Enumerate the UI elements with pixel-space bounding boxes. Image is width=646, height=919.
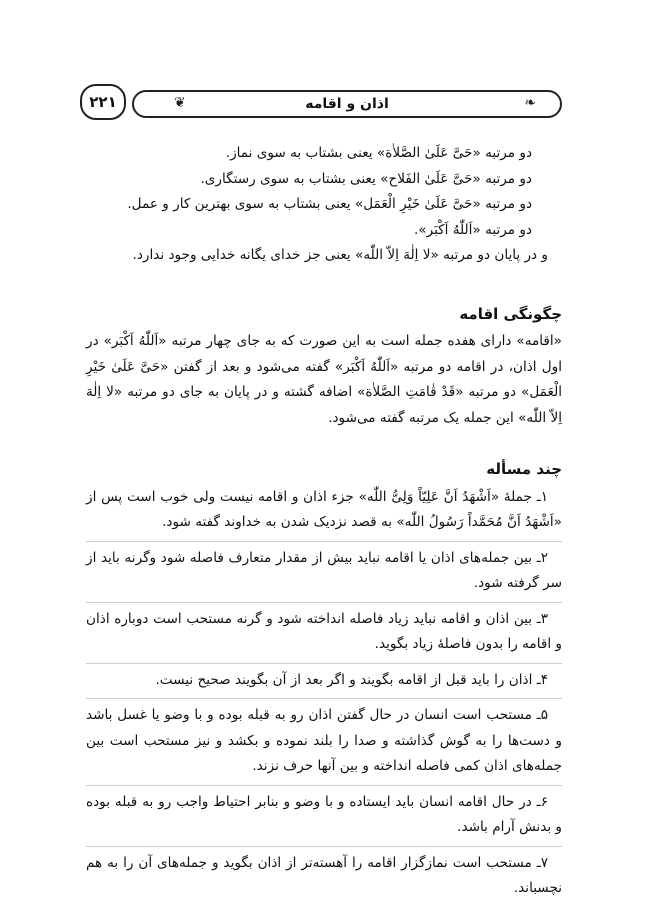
intro-line: دو مرتبه «حَیَّ عَلَیٰ الصَّلاٰة» یعنی بشتاب به سوی نماز. (225, 145, 532, 161)
chapter-title: اذان و اقامه (305, 96, 389, 112)
intro-line: دو مرتبه «حَیَّ عَلَیٰ الفَلاح» یعنی بشتاب به سوی رستگاری. (200, 170, 532, 187)
issue-item: ۳ـ بین اذان و اقامه نباید زیاد فاصله انداخته شود و گرنه مستحب است دوباره اذان و اقامه را بدون فاصلهٔ زیاد بگوید. (86, 610, 562, 652)
divider (86, 785, 562, 786)
intro-line: و در پایان دو مرتبه «لا اِلٰهَ اِلاّ اللّٰه» یعنی جز خدای یگانه خدایی وجود ندارد. (132, 247, 548, 263)
divider (86, 541, 562, 542)
issue-item: ۵ـ مستحب است انسان در حال گفتن اذان رو به قبله بوده و با وضو یا غسل باشد و دست‌ها را به گوش گذاشته و صدا را بلند نموده و بکشد و نیز مستحب است بین جمله‌های اذان کمی فاصله انداخته و بین آنها حرف نزند. (86, 707, 562, 774)
divider (86, 602, 562, 603)
issue-item: ۲ـ بین جمله‌های اذان یا اقامه نباید بیش از مقدار متعارف فاصله شود وگرنه باید از سر گرفته شود. (86, 549, 562, 591)
intro-line: دو مرتبه «اَللّٰهُ اَکْبَر». (413, 221, 532, 238)
intro-line: دو مرتبه «حَیَّ عَلَیٰ خَیْرِ الْعَمَل» یعنی بشتاب به سوی بهترین کار و عمل. (127, 196, 532, 212)
page-number: ۲۲۱ (80, 84, 126, 120)
divider (86, 846, 562, 847)
header-banner (132, 90, 562, 118)
section-heading-iqamah: چگونگی اقامه (459, 304, 562, 323)
page-header (80, 84, 562, 124)
ornament-right-icon: ❧ (524, 95, 536, 111)
section-paragraph: «اقامه» دارای هفده جمله است به این صورت که به جای چهار مرتبه «اَللّٰهُ اَکْبَر» در اول اذان، در اقامه دو مرتبه «اَللّٰهُ اَکْبَر» گفته می‌شود و بعد از گفتن «حَیَّ عَلَیٰ خَیْرِ الْعَمَل» دو مرتبه «قَدْ قٰامَتِ الصَّلاٰة» اضافه گشته و در پایان به جای دو مرتبه «لا اِلٰهَ اِلاّ اللّٰه» این جمله یک مرتبه گفته می‌شود. (86, 333, 562, 426)
page-body (86, 141, 562, 902)
section-heading-issues: چند مسأله (486, 460, 562, 478)
issue-item: ۴ـ اذان را باید قبل از اقامه بگویند و اگر بعد از آن بگویند صحیح نیست. (155, 671, 548, 688)
divider (86, 698, 562, 699)
ornament-left-icon: ❦ (174, 95, 186, 111)
issue-item: ۷ـ مستحب است نمازگزار اقامه را آهسته‌تر از اذان بگوید و جمله‌های آن را به هم نچسباند. (86, 854, 562, 896)
issue-item: ۶ـ در حال اقامه انسان باید ایستاده و با وضو و بنابر احتیاط واجب رو به قبله بوده و بدنش آرام باشد. (86, 793, 562, 835)
issue-item: ۱ـ جملهٔ «اَشْهَدُ اَنَّ عَلِیّاً وَلِیُّ اللّٰه» جزء اذان و اقامه نیست ولی خوب است پس از «اَشْهَدُ اَنَّ مُحَمَّداً رَسُولُ اللّٰه» به قصد نزدیک شدن به خداوند گفته شود. (86, 488, 562, 530)
divider (86, 663, 562, 664)
